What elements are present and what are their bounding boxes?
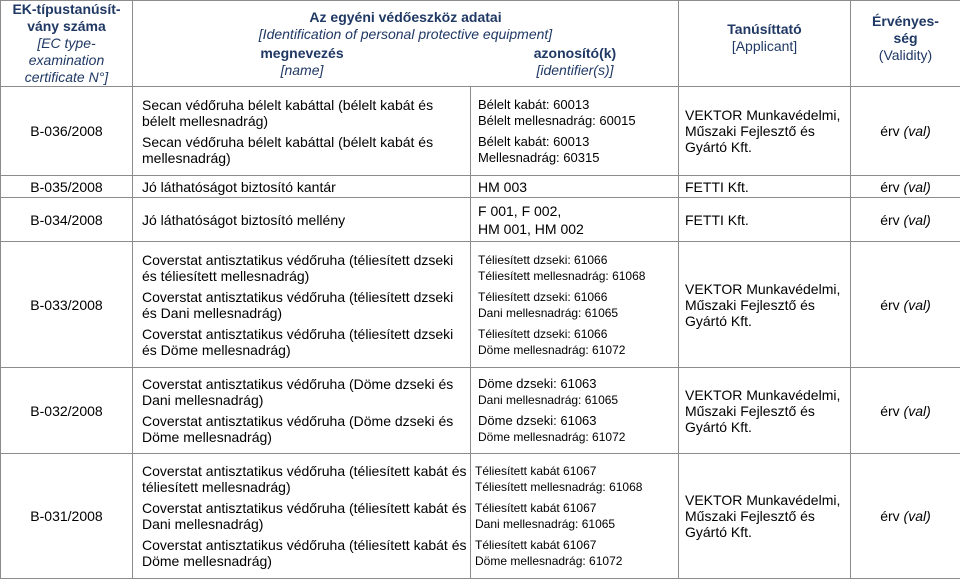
ppe-name: Secan védőruha bélelt kabáttal (bélelt kabát és bélelt mellesnadrág) Secan védőruha bélelt kabáttal (bélelt kabát és mellesnadrág) xyxy=(133,87,471,176)
applicant: VEKTOR Munkavédelmi, Műszaki Fejlesztő és Gyártó Kft. xyxy=(679,454,851,579)
id-label: azonosító(k) xyxy=(534,45,616,61)
header-applicant: Tanúsíttató [Applicant] xyxy=(679,1,851,87)
header-validity: Érvényes- ség (Validity) xyxy=(851,1,960,87)
cert-number: B-033/2008 xyxy=(1,242,133,368)
header-cert-number: EK-típustanúsít- vány száma [EC type-examination certificate N°] xyxy=(1,1,133,87)
ppe-name: Jó láthatóságot biztosító kantár xyxy=(133,176,471,198)
validity: érv (val) xyxy=(851,198,960,242)
ppe-identifiers: Bélelt kabát: 60013 Bélelt mellesnadrág: 60015 Bélelt kabát: 60013 Mellesnadrág: 60315 xyxy=(471,87,679,176)
table-row xyxy=(1,87,960,176)
validity: érv (val) xyxy=(851,242,960,368)
name-label-en: [name] xyxy=(281,62,324,78)
applicant: VEKTOR Munkavédelmi, Műszaki Fejlesztő és Gyártó Kft. xyxy=(679,87,851,176)
cert-number: B-031/2008 xyxy=(1,454,133,579)
validity: érv (val) xyxy=(851,87,960,176)
ppe-name: Coverstat antisztatikus védőruha (téliesített dzseki és téliesített mellesnadrág) Coverstat antisztatikus védőruha (téliesített dzseki és Dani mellesnadrág) Coverstat antisztatikus védőruha (téliesített dzseki és Döme mellesnadrág) xyxy=(133,242,471,368)
applicant: VEKTOR Munkavédelmi, Műszaki Fejlesztő és Gyártó Kft. xyxy=(679,368,851,454)
ppe-identifiers: HM 003 xyxy=(471,176,679,198)
header-ppe-data xyxy=(133,1,679,87)
ppe-identifiers: F 001, F 002, HM 001, HM 002 xyxy=(471,198,679,242)
ppe-name: Jó láthatóságot biztosító mellény xyxy=(133,198,471,242)
id-label-en: [identifier(s)] xyxy=(536,62,613,78)
applicant: FETTI Kft. xyxy=(679,176,851,198)
cert-number: B-036/2008 xyxy=(1,87,133,176)
header-row xyxy=(1,1,960,87)
applicant: VEKTOR Munkavédelmi, Műszaki Fejlesztő és Gyártó Kft. xyxy=(679,242,851,368)
table-row xyxy=(1,368,960,454)
ppe-identifiers: Téliesített kabát 61067 Téliesített mellesnadrág: 61068 Téliesített kabát 61067 Dani mellesnadrág: 61065 Téliesített kabát 61067 Döme mellesnadrág: 61072 xyxy=(471,454,679,579)
table-row xyxy=(1,198,960,242)
ppe-name: Coverstat antisztatikus védőruha (Döme dzseki és Dani mellesnadrág) Coverstat antisztatikus védőruha (Döme dzseki és Döme mellesnadrág) xyxy=(133,368,471,454)
ppe-name: Coverstat antisztatikus védőruha (téliesített kabát és téliesített mellesnadrág) Coverstat antisztatikus védőruha (téliesített kabát és Dani mellesnadrág) Coverstat antisztatikus védőruha (téliesített kabát és Döme mellesnadrág) xyxy=(133,454,471,579)
table-row xyxy=(1,454,960,579)
ppe-title-en: [Identification of personal protective equipment] xyxy=(259,26,552,42)
table-row xyxy=(1,176,960,198)
validity: érv (val) xyxy=(851,368,960,454)
ppe-identifiers: Döme dzseki: 61063 Dani mellesnadrág: 61065 Döme dzseki: 61063 Döme mellesnadrág: 61072 xyxy=(471,368,679,454)
ppe-title: Az egyéni védőeszköz adatai xyxy=(309,9,501,25)
cert-number: B-034/2008 xyxy=(1,198,133,242)
table-row xyxy=(1,242,960,368)
validity: érv (val) xyxy=(851,454,960,579)
cert-number: B-035/2008 xyxy=(1,176,133,198)
applicant: FETTI Kft. xyxy=(679,198,851,242)
cert-number: B-032/2008 xyxy=(1,368,133,454)
name-label: megnevezés xyxy=(260,45,343,61)
ppe-identifiers: Téliesített dzseki: 61066 Téliesített mellesnadrág: 61068 Téliesített dzseki: 61066 Dani mellesnadrág: 61065 Téliesített dzseki: 61066 Döme mellesnadrág: 61072 xyxy=(471,242,679,368)
validity: érv (val) xyxy=(851,176,960,198)
